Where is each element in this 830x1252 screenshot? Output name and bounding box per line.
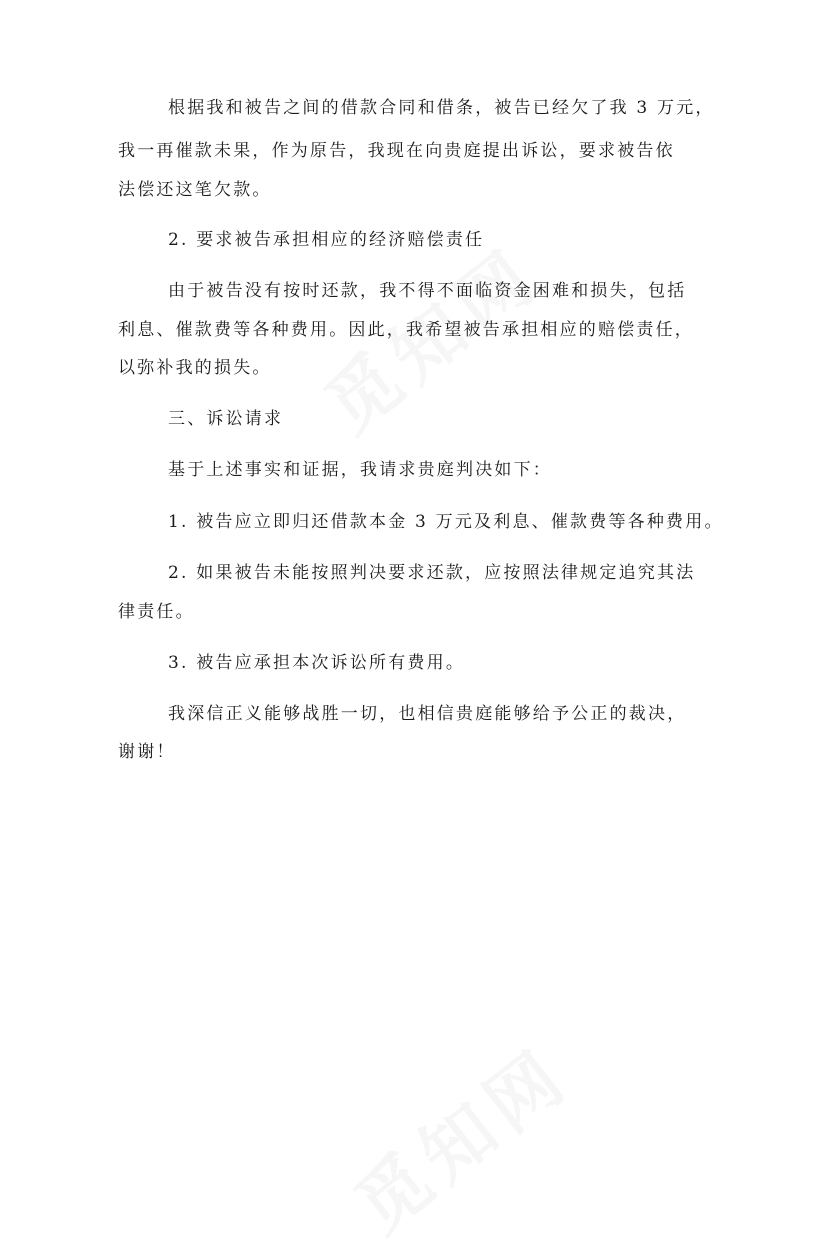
- paragraph-line: 法偿还这笔欠款。: [118, 180, 272, 200]
- paragraph-line: 根据我和被告之间的借款合同和借条，被告已经欠了我 3 万元，: [168, 98, 715, 118]
- watermark-bottom: [330, 1019, 588, 1252]
- paragraph-line: 我一再催款未果，作为原告，我现在向贵庭提出诉讼，要求被告依: [118, 141, 675, 161]
- paragraph-line: 以弥补我的损失。: [118, 358, 272, 378]
- section-heading: 三、诉讼请求: [168, 409, 284, 429]
- list-item: 2. 如果被告未能按照判决要求还款，应按照法律规定追究其法: [168, 563, 696, 583]
- list-item: 1. 被告应立即归还借款本金 3 万元及利息、催款费等各种费用。: [168, 512, 724, 532]
- list-item-continuation: 律责任。: [118, 602, 195, 622]
- paragraph-line: 由于被告没有按时还款，我不得不面临资金困难和损失，包括: [168, 281, 687, 301]
- closing-line: 我深信正义能够战胜一切，也相信贵庭能够给予公正的裁决，: [168, 704, 687, 724]
- numbered-heading: 2. 要求被告承担相应的经济赔偿责任: [168, 230, 485, 250]
- list-item: 3. 被告应承担本次诉讼所有费用。: [168, 653, 466, 673]
- closing-line: 谢谢！: [118, 742, 176, 762]
- paragraph-line: 基于上述事实和证据，我请求贵庭判决如下：: [168, 460, 552, 480]
- paragraph-line: 利息、催款费等各种费用。因此，我希望被告承担相应的赔偿责任，: [118, 320, 694, 340]
